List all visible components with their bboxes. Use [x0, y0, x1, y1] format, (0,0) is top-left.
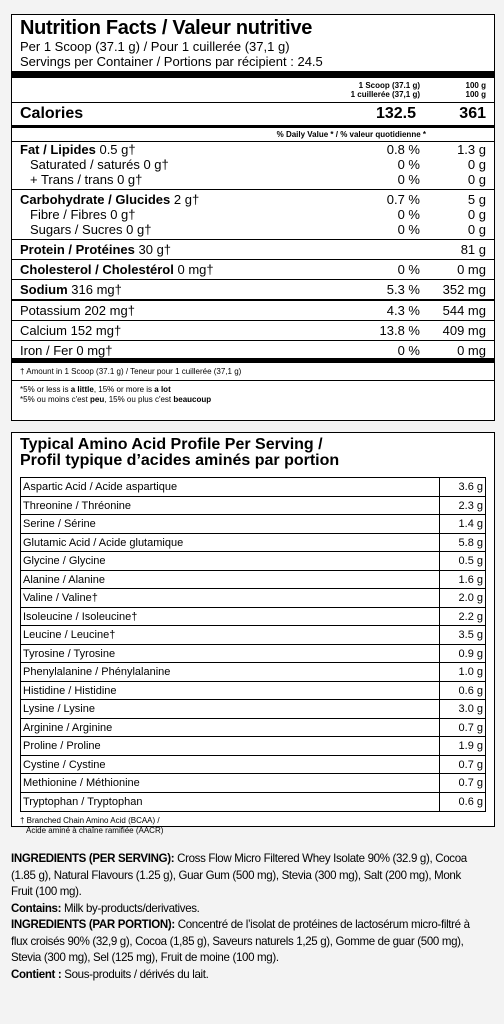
nutrient-label: Saturated / saturés: [30, 157, 140, 172]
nutrient-per-100g: 352 mg: [442, 282, 486, 297]
contient-label: Contient :: [11, 966, 62, 981]
amino-title-fr: Profil typique d’acides aminés par portion: [20, 452, 340, 469]
nutrient-label: + Trans / trans: [30, 172, 114, 187]
divider-thick: [12, 358, 494, 363]
ingredients-en-label: INGREDIENTS (PER SERVING):: [11, 851, 175, 865]
amino-value: 5.8 g: [439, 534, 485, 552]
nutrient-dv: 0 %: [397, 222, 420, 237]
amino-value: 0.7 g: [439, 774, 485, 792]
amino-name: Phenylalanine / Phénylalanine: [23, 666, 171, 678]
nutrient-label: Carbohydrate / Glucides: [20, 192, 171, 207]
amino-name: Glutamic Acid / Acide glutamique: [23, 536, 184, 549]
nutrient-dv: 0.8 %: [386, 142, 420, 157]
amino-name: Methionine / Méthionine: [23, 777, 140, 789]
nutrient-row: [20, 343, 486, 358]
amino-row: [21, 756, 485, 775]
nutrient-amount: 316 mg†: [71, 282, 122, 297]
amino-value: 0.7 g: [439, 719, 485, 737]
nutrient-amount: 0 mg†: [177, 262, 214, 277]
divider: [12, 340, 494, 341]
ingredients-block: [11, 850, 476, 982]
amino-row: [21, 571, 485, 590]
amino-value: 3.5 g: [439, 626, 485, 644]
nutrient-amount: 0 g†: [143, 157, 169, 172]
nutrient-label: Fibre / Fibres: [30, 207, 107, 222]
amino-value: 1.0 g: [439, 663, 485, 681]
nutrient-row: [20, 222, 486, 237]
amino-row: [21, 737, 485, 756]
nutrition-title: Nutrition Facts / Valeur nutritive: [20, 17, 313, 39]
amino-name: Histidine / Histidine: [23, 684, 117, 697]
nutrient-per-100g: 0 mg: [457, 343, 486, 358]
nutrient-dv: 0 %: [397, 343, 420, 358]
amino-value: 2.0 g: [439, 589, 485, 607]
footnote-text: *5% or less is: [20, 385, 71, 394]
nutrient-label: Iron / Fer: [20, 343, 73, 358]
footnote-text: *5% ou moins c'est: [20, 395, 91, 404]
nutrient-label: Protein / Protéines: [20, 242, 135, 257]
nutrient-row: [20, 282, 486, 297]
divider-thick: [12, 71, 494, 78]
nutrient-amount: 0 g†: [110, 207, 136, 222]
amino-name: Proline / Proline: [23, 740, 101, 752]
amino-name: Tryptophan / Tryptophan: [23, 795, 143, 808]
calories-label: Calories: [20, 105, 84, 122]
nutrient-per-100g: 0 g: [467, 222, 486, 237]
nutrient-row: [20, 192, 486, 207]
amino-name: Arginine / Arginine: [23, 721, 113, 734]
serving-size: Per 1 Scoop (37.1 g) / Pour 1 cuillerée (37,1 g): [20, 39, 290, 54]
nutrient-row: [20, 242, 486, 257]
nutrient-rows: [20, 141, 486, 358]
amino-row: [21, 552, 485, 571]
amino-value: 0.6 g: [439, 682, 485, 700]
amino-title-en: Typical Amino Acid Profile Per Serving /: [20, 436, 323, 453]
amino-row: [21, 478, 485, 497]
nutrient-row: [20, 142, 486, 157]
amino-value: 0.9 g: [439, 645, 485, 663]
calories-serving: 132.5: [375, 105, 416, 122]
amino-name: Glycine / Glycine: [23, 555, 106, 567]
nutrient-amount: 0 mg†: [76, 343, 113, 358]
ingredients-fr: [11, 916, 476, 966]
ingredients-fr-text: Concentré de l’isolat de protéines de lactosérum micro-filtré à flux croisés 90% (32,9 g), Cocoa (1,85 g), Saveurs naturels 1,25 g), Gomme de guar (500 mg), Stevia (300 mg), Sel (125 mg), Fruit de moine (100 mg).: [11, 917, 470, 964]
calories-row: [20, 103, 486, 125]
divider: [12, 320, 494, 321]
footnote-emph: a lot: [154, 385, 171, 394]
ingredients-fr-label: INGREDIENTS (PAR PORTION):: [11, 917, 175, 931]
nutrient-per-100g: 0 g: [467, 157, 486, 172]
nutrient-per-100g: 0 g: [467, 172, 486, 187]
nutrient-dv: 0 %: [397, 172, 420, 187]
amino-name: Serine / Sérine: [23, 518, 96, 530]
amino-name: Leucine / Leucine†: [23, 629, 116, 641]
amino-table: [20, 477, 486, 812]
col1-header-fr: 1 cuillerée (37,1 g): [350, 90, 420, 99]
nutrient-dv: 13.8 %: [379, 323, 420, 338]
divider: [12, 259, 494, 260]
amino-row: [21, 645, 485, 664]
nutrient-per-100g: 1.3 g: [457, 142, 486, 157]
footnote-emph: a little: [70, 385, 94, 394]
col2-header-en: 100 g: [465, 81, 486, 90]
contains-fr: [11, 966, 476, 983]
amino-footnote-fr: Acide aminé à chaîne ramifiée (AACR): [26, 826, 164, 835]
footnote-amount: † Amount in 1 Scoop (37.1 g) / Teneur pour 1 cuillerée (37,1 g): [20, 367, 242, 376]
nutrient-label: Sugars / Sucres: [30, 222, 123, 237]
amino-row: [21, 663, 485, 682]
nutrient-amount: 0 g†: [126, 222, 152, 237]
amino-name: Threonine / Thréonine: [23, 499, 132, 512]
amino-name: Valine / Valine†: [23, 592, 98, 604]
nutrient-row: [20, 303, 486, 318]
contient-text: Sous-produits / dérivés du lait.: [61, 966, 209, 981]
nutrient-row: [20, 262, 486, 277]
nutrient-dv: 5.3 %: [386, 282, 420, 297]
ingredients-en: [11, 850, 476, 900]
amino-row: [21, 608, 485, 627]
amino-value: 0.7 g: [439, 756, 485, 774]
nutrient-row: [20, 157, 486, 172]
nutrient-label: Calcium: [20, 323, 67, 338]
nutrient-dv: 0.7 %: [386, 192, 420, 207]
amino-name: Alanine / Alanine: [23, 573, 105, 586]
nutrient-amount: 0 g†: [117, 172, 143, 187]
amino-row: [21, 515, 485, 534]
nutrient-label: Cholesterol / Cholestérol: [20, 262, 174, 277]
nutrient-amount: 0.5 g†: [99, 142, 136, 157]
contains-en: [11, 900, 476, 917]
amino-value: 3.0 g: [439, 700, 485, 718]
amino-value: 0.6 g: [439, 793, 485, 812]
footnote-text: , 15% or more is: [93, 385, 155, 394]
nutrient-per-100g: 544 mg: [442, 303, 486, 318]
amino-row: [21, 774, 485, 793]
amino-value: 0.5 g: [439, 552, 485, 570]
amino-name: Tyrosine / Tyrosine: [23, 647, 116, 660]
amino-row: [21, 793, 485, 812]
amino-name: Cystine / Cystine: [23, 758, 106, 771]
amino-row: [21, 682, 485, 701]
amino-row: [21, 497, 485, 516]
nutrient-per-100g: 81 g: [460, 242, 486, 257]
nutrient-label: Fat / Lipides: [20, 142, 96, 157]
nutrient-dv: 0 %: [397, 157, 420, 172]
amino-value: 3.6 g: [439, 478, 485, 496]
nutrition-facts-panel: [11, 14, 495, 421]
nutrient-dv: 0 %: [397, 207, 420, 222]
nutrient-label: Potassium: [20, 303, 81, 318]
nutrient-dv: 0 %: [397, 262, 420, 277]
amino-row: [21, 719, 485, 738]
nutrient-per-100g: 5 g: [467, 192, 486, 207]
divider: [12, 279, 494, 280]
nutrient-label: Sodium: [20, 282, 68, 297]
amino-name: Aspartic Acid / Acide aspartique: [23, 481, 178, 493]
divider: [12, 299, 494, 301]
amino-name: Isoleucine / Isoleucine†: [23, 610, 138, 623]
calories-100g: 361: [459, 105, 486, 122]
nutrient-per-100g: 0 g: [467, 207, 486, 222]
col1-header-en: 1 Scoop (37.1 g): [358, 81, 420, 90]
nutrient-row: [20, 172, 486, 187]
servings-per-container: Servings per Container / Portions par récipient : 24.5: [20, 54, 323, 69]
dv-header: % Daily Value * / % valeur quotidienne *: [276, 130, 426, 139]
amino-acid-panel: [11, 432, 495, 835]
nutrient-per-100g: 409 mg: [442, 323, 486, 338]
nutrient-row: [20, 207, 486, 222]
footnote-emph: peu: [90, 395, 105, 404]
contains-label: Contains:: [11, 900, 62, 915]
col2-header-fr: 100 g: [465, 90, 486, 99]
amino-row: [21, 534, 485, 553]
nutrient-dv: 4.3 %: [386, 303, 420, 318]
divider: [12, 239, 494, 240]
amino-row: [21, 626, 485, 645]
nutrient-amount: 2 g†: [173, 192, 200, 207]
nutrient-amount: 202 mg†: [84, 303, 135, 318]
footnote-text: , 15% ou plus c'est: [104, 395, 174, 404]
amino-value: 1.4 g: [439, 515, 485, 533]
nutrient-amount: 152 mg†: [70, 323, 122, 338]
amino-row: [21, 589, 485, 608]
nutrient-amount: 30 g†: [138, 242, 172, 257]
amino-value: 1.6 g: [439, 571, 485, 589]
divider: [12, 380, 494, 381]
column-header: [20, 78, 486, 102]
contains-text: Milk by-products/derivatives.: [61, 900, 200, 915]
amino-row: [21, 700, 485, 719]
amino-footnote-en: † Branched Chain Amino Acid (BCAA) /: [20, 816, 160, 825]
footnote-dv-fr: [20, 395, 486, 405]
dv-header-row: [20, 128, 486, 141]
amino-value: 2.3 g: [439, 497, 485, 515]
footnote-emph: beaucoup: [173, 395, 212, 404]
amino-name: Lysine / Lysine: [23, 703, 95, 715]
nutrient-row: [20, 323, 486, 338]
ingredients-en-text: Cross Flow Micro Filtered Whey Isolate 90% (32.9 g), Cocoa (1.85 g), Natural Flavours (1.25 g), Guar Gum (500 mg), Stevia (300 mg), Salt (200 mg), Monk Fruit (100 mg).: [11, 851, 467, 898]
amino-value: 1.9 g: [439, 737, 485, 755]
amino-value: 2.2 g: [439, 608, 485, 626]
divider: [12, 189, 494, 190]
nutrient-per-100g: 0 mg: [457, 262, 486, 277]
footnote-dv-en: [20, 385, 486, 395]
